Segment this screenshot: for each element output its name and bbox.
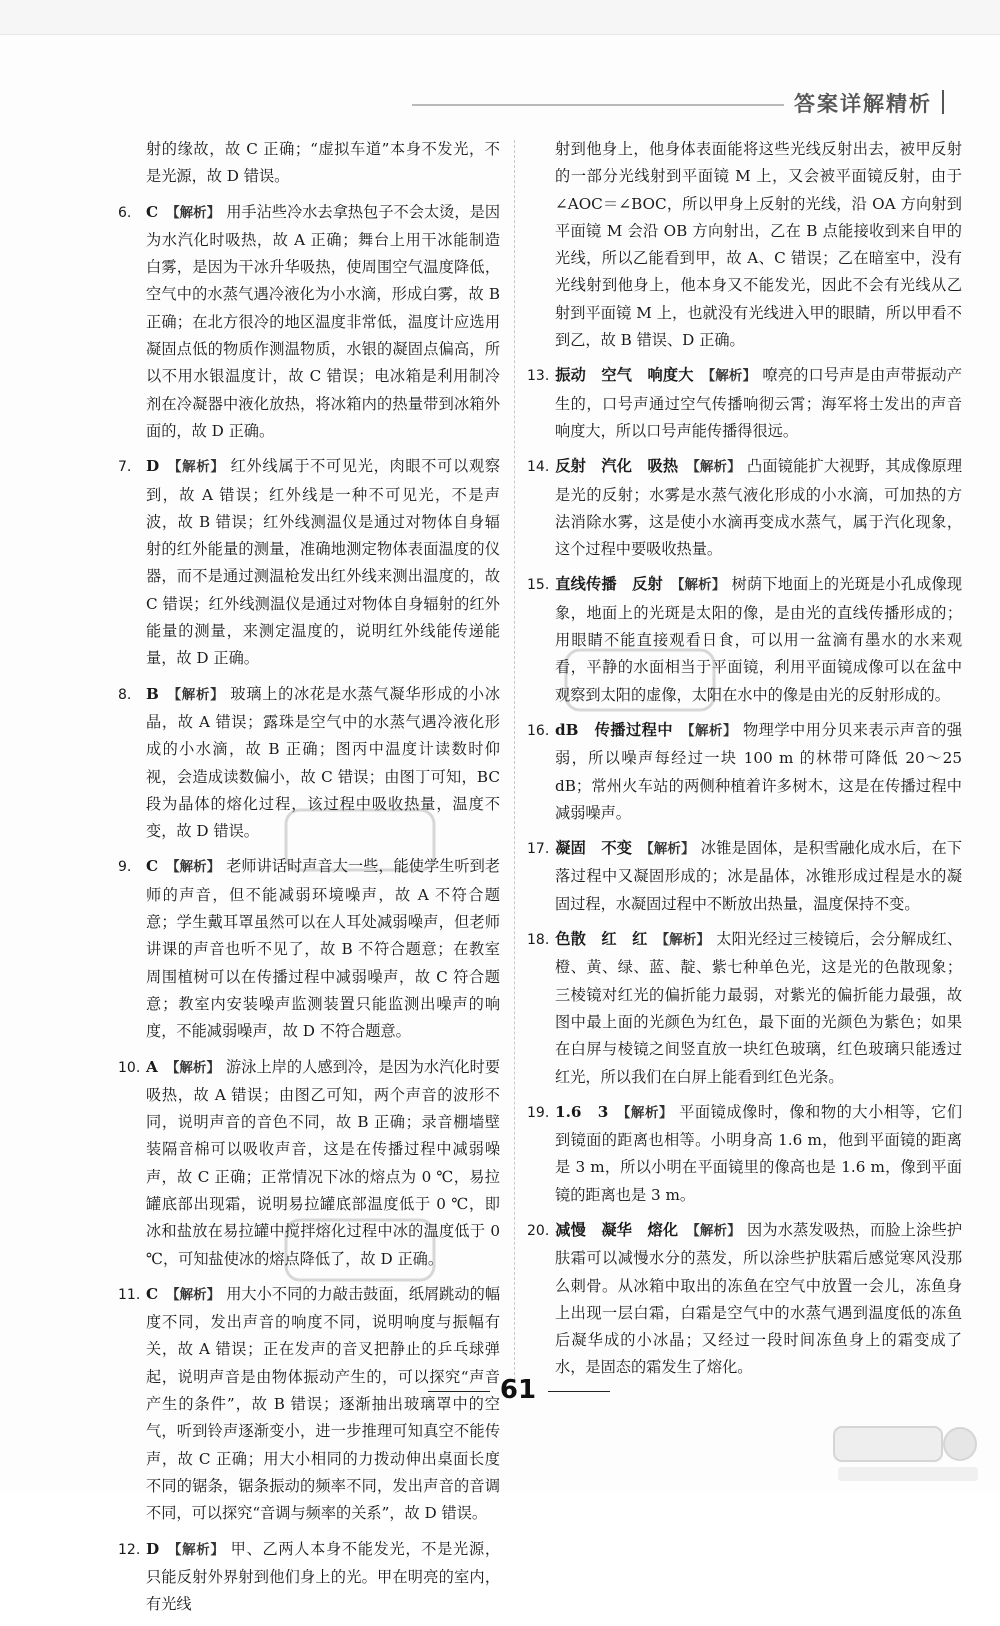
entry-text: 树荫下地面上的光斑是小孔成像现象，地面上的光斑是太阳的像，是由光的直线传播形成的；用眼睛不能直接观看日食，可以用一盆滴有墨水的水来观看，平静的水面相当于平面镜，利用平面镜成像可以在盆中观察到太阳的虚像，太阳在水中的像是由光的反射形成的。 bbox=[555, 575, 962, 704]
answer-entry bbox=[118, 853, 500, 1045]
entry-text: 老师讲话时声音大一些，能使学生听到老师的声音，但不能减弱环境噪声，故 A 不符合题意；学生戴耳罩虽然可以在人耳处减弱噪声，但老师讲课的声音也听不见了，故 B 不符合题意；在教室周围植树可以在传播过程中减弱噪声，故 C 符合题意；教室内安装噪声监测装置只能监测出噪声的响度，不能减弱噪声，故 D 不符合题意。 bbox=[146, 857, 501, 1041]
entry-text: 嘹亮的口号声是由声带振动产生的，口号声通过空气传播响彻云霄；海军将士发出的声音响度大，所以口号声能传播得很远。 bbox=[555, 366, 962, 440]
answer-choice: D bbox=[146, 1539, 160, 1558]
question-number: 12. bbox=[118, 1541, 141, 1558]
analysis-tag: 【解析】 bbox=[616, 1104, 674, 1121]
answer-choice: C bbox=[146, 857, 159, 876]
entry-text: 用大小不同的力敲击鼓面，纸屑跳动的幅度不同，发出声音的响度不同，说明响度与振幅有关，故 A 错误；正在发声的音叉把静止的乒乓球弹起，说明声音是由物体振动产生的，可以探究“声音产生的条件”，故 B 错误；逐渐抽出玻璃罩中的空气，听到铃声逐渐变小，进一步推理可知真空不能传声，故 C 正确；用大小相同的力拨动伸出桌面长度不同的锯条，锯条振动的频率不同，发出声音的音调不同，可以探究“音调与频率的关系”，故 D 错误。 bbox=[146, 1284, 501, 1523]
question-number: 18. bbox=[527, 932, 550, 949]
entry-text: 射的缘故，故 C 正确；“虚拟车道”本身不发光，不是光源，故 D 错误。 bbox=[146, 140, 500, 186]
answer-fill: 凝固 不变 bbox=[555, 839, 633, 858]
answer-entry bbox=[527, 717, 962, 827]
question-number: 16. bbox=[527, 722, 550, 739]
question-number: 13. bbox=[527, 368, 550, 385]
entry-text: 平面镜成像时，像和物的大小相等，它们到镜面的距离也相等。小明身高 1.6 m，他到平面镜的距离是 3 m，所以小明在平面镜里的像高也是 1.6 m，像到平面镜的距离也是 3 m。 bbox=[555, 1102, 963, 1204]
answer-entry bbox=[527, 926, 962, 1091]
answer-entry bbox=[118, 1054, 500, 1273]
footer-rule-right bbox=[548, 1391, 610, 1392]
analysis-tag: 【解析】 bbox=[681, 722, 737, 739]
analysis-tag: 【解析】 bbox=[670, 577, 726, 594]
question-number: 8. bbox=[118, 686, 132, 703]
entry-text: 用手沾些冷水去拿热包子不会太烫，是因为水汽化时吸热，故 A 正确；舞台上用干冰能制造白雾，是因为干冰升华吸热，使周围空气温度降低，空气中的水蒸气遇冷液化为小水滴，形成白雾，故 B 正确；在北方很冷的地区温度非常低，温度计应选用凝固点低的物质作测温物质，水银的凝固点偏高，所以不用水银温度计，故 C 错误；电冰箱是利用制冷剂在冷凝器中液化放热，将冰箱内的热量带到冰箱外面的，故 D 正确。 bbox=[146, 202, 501, 440]
answer-fill: 直线传播 反射 bbox=[555, 575, 663, 594]
entry-text: 物理学中用分贝来表示声音的强弱，所以噪声每经过一块 100 m 的林带可降低 20～25 dB；常州火车站的两侧种植着许多树木，这是在传播过程中减弱噪声。 bbox=[555, 720, 963, 822]
answer-entry bbox=[118, 1536, 500, 1619]
question-number: 10. bbox=[118, 1059, 141, 1076]
analysis-tag: 【解析】 bbox=[655, 932, 711, 949]
question-number: 20. bbox=[527, 1222, 550, 1239]
analysis-tag: 【解析】 bbox=[686, 1222, 741, 1239]
scan-top-edge bbox=[0, 0, 1000, 35]
entry-text: 游泳上岸的人感到冷，是因为水汽化时要吸热，故 A 错误；由图乙可知，两个声音的波形不同，说明声音的音色不同，故 B 正确；录音棚墙壁装隔音棉可以吸收声音，这是在传播过程中减弱噪声，故 C 正确；正常情况下冰的熔点为 0 ℃，易拉罐底部出现霜，说明易拉罐底部温度低于 0 ℃，即冰和盐放在易拉罐中搅拌熔化过程中冰的温度低于 0 ℃，可知盐使冰的熔点降低了，故 D 正确。 bbox=[146, 1057, 501, 1268]
analysis-tag: 【解析】 bbox=[640, 841, 695, 858]
answer-fill: 1.6 3 bbox=[555, 1102, 609, 1121]
answer-choice: C bbox=[146, 202, 159, 221]
analysis-tag: 【解析】 bbox=[701, 368, 757, 385]
answer-entry bbox=[527, 136, 962, 354]
answer-choice: A bbox=[146, 1057, 158, 1076]
answer-choice: C bbox=[146, 1284, 159, 1303]
header-bracket bbox=[942, 90, 944, 114]
entry-text: 射到他身上，他身体表面能将这些光线反射出去，被甲反射的一部分光线射到平面镜 M 上，又会被平面镜反射，由于∠AOC＝∠BOC，所以甲身上反射的光线，沿 OA 方向射到平面镜 M 会沿 OB 方向射出，乙在 B 点能接收到来自甲的光线，所以乙能看到甲，故 A、C 错误；乙在暗室中，没有光线射到他身上，他本身又不能发光，因此不会有光线从乙射到平面镜 M 上，也就没有光线进入甲的眼睛，所以甲看不到乙，故 B 错误、D 正确。 bbox=[555, 140, 962, 350]
question-number: 11. bbox=[118, 1286, 141, 1303]
page-header bbox=[412, 88, 944, 116]
answer-entry bbox=[527, 835, 962, 918]
entry-text: 太阳光经过三棱镜后，会分解成红、橙、黄、绿、蓝、靛、紫七种单色光，这是光的色散现象；三棱镜对红光的偏折能力最弱，对紫光的偏折能力最强，故图中最上面的光颜色为红色，最下面的光颜色为紫色；如果在白屏与棱镜之间竖直放一块红色玻璃，红色玻璃只能透过红光，所以我们在白屏上能看到红色光条。 bbox=[555, 930, 962, 1086]
header-rule bbox=[412, 104, 784, 106]
entry-text: 凸面镜能扩大视野，其成像原理是光的反射；水雾是水蒸气液化形成的小水滴，可加热的方法消除水雾，这是使小水滴再变成水蒸气，属于汽化现象，这个过程中要吸收热量。 bbox=[555, 457, 962, 559]
answer-fill: 反射 汽化 吸热 bbox=[555, 457, 679, 476]
answer-entry bbox=[527, 362, 962, 445]
footer-rule-left bbox=[428, 1391, 490, 1392]
answer-choice: B bbox=[146, 684, 159, 703]
header-title: 答案详解精析 bbox=[794, 92, 932, 116]
answer-fill: 减慢 凝华 熔化 bbox=[555, 1220, 679, 1239]
analysis-tag: 【解析】 bbox=[686, 459, 741, 476]
entry-text: 冰锥是固体，是积雪融化成水后，在下落过程中又凝固形成的；冰是晶体，冰锥形成过程是水的凝固过程，水凝固过程中不断放出热量，温度保持不变。 bbox=[555, 839, 962, 913]
page-footer bbox=[410, 1375, 620, 1409]
site-logo-icon bbox=[832, 1425, 982, 1485]
answer-choice: D bbox=[146, 457, 160, 476]
right-column bbox=[527, 136, 962, 1390]
answer-entry bbox=[118, 681, 500, 846]
entry-text: 因为水蒸发吸热，而脸上涂些护肤霜可以减慢水分的蒸发，所以涂些护肤霜后感觉寒风没那么刺骨。从冰箱中取出的冻鱼在空气中放置一会儿，冻鱼身上出现一层白霜，白霜是空气中的水蒸气遇到温度低的冻鱼后凝华成的小冰晶；又经过一段时间冻鱼身上的霜变成了水，是固态的霜发生了熔化。 bbox=[555, 1220, 962, 1377]
answer-fill: dB 传播过程中 bbox=[555, 720, 674, 739]
page-number: 61 bbox=[499, 1375, 537, 1405]
question-number: 6. bbox=[118, 204, 132, 221]
entry-text: 甲、乙两人本身不能发光，不是光源，只能反射外界射到他们身上的光。甲在明亮的室内，有光线 bbox=[146, 1539, 501, 1614]
entry-text: 红外线属于不可见光，肉眼不可以观察到，故 A 错误；红外线是一种不可见光，不是声波，故 B 错误；红外线测温仪是通过对物体自身辐射的红外能量的测量，准确地测定物体表面温度的仪器，而不是通过测温枪发出红外线来测出温度的，故 C 错误；红外线测温仪是通过对物体自身辐射的红外能量的测量，来测定温度的，说明红外线能传递能量，故 D 正确。 bbox=[146, 457, 501, 668]
analysis-tag: 【解析】 bbox=[166, 1286, 221, 1303]
question-number: 14. bbox=[527, 459, 550, 476]
answer-fill: 色散 红 红 bbox=[555, 930, 648, 949]
answer-fill: 振动 空气 响度大 bbox=[555, 366, 694, 385]
question-number: 7. bbox=[118, 459, 132, 476]
analysis-tag: 【解析】 bbox=[167, 459, 225, 476]
answer-entry bbox=[527, 571, 962, 708]
question-number: 15. bbox=[527, 577, 550, 594]
answer-entry bbox=[527, 1217, 962, 1382]
analysis-tag: 【解析】 bbox=[166, 686, 225, 703]
answer-entry bbox=[118, 199, 500, 446]
analysis-tag: 【解析】 bbox=[166, 204, 221, 221]
question-number: 17. bbox=[527, 841, 550, 858]
analysis-tag: 【解析】 bbox=[165, 1059, 220, 1076]
answer-entry bbox=[527, 1099, 962, 1209]
answer-entry bbox=[527, 453, 962, 563]
question-number: 19. bbox=[527, 1104, 550, 1121]
analysis-tag: 【解析】 bbox=[167, 1541, 225, 1558]
answer-entry bbox=[118, 453, 500, 672]
answer-entry bbox=[118, 136, 500, 191]
analysis-tag: 【解析】 bbox=[166, 859, 221, 876]
column-divider bbox=[514, 140, 516, 1380]
question-number: 9. bbox=[118, 859, 132, 876]
entry-text: 玻璃上的冰花是水蒸气凝华形成的小冰晶，故 A 错误；露珠是空气中的水蒸气遇冷液化形成的小水滴，故 B 正确；图丙中温度计读数时仰视，会造成读数偏小，故 C 错误；由图丁可知，BC 段为晶体的熔化过程，该过程中吸收热量，温度不变，故 D 错误。 bbox=[146, 684, 501, 841]
